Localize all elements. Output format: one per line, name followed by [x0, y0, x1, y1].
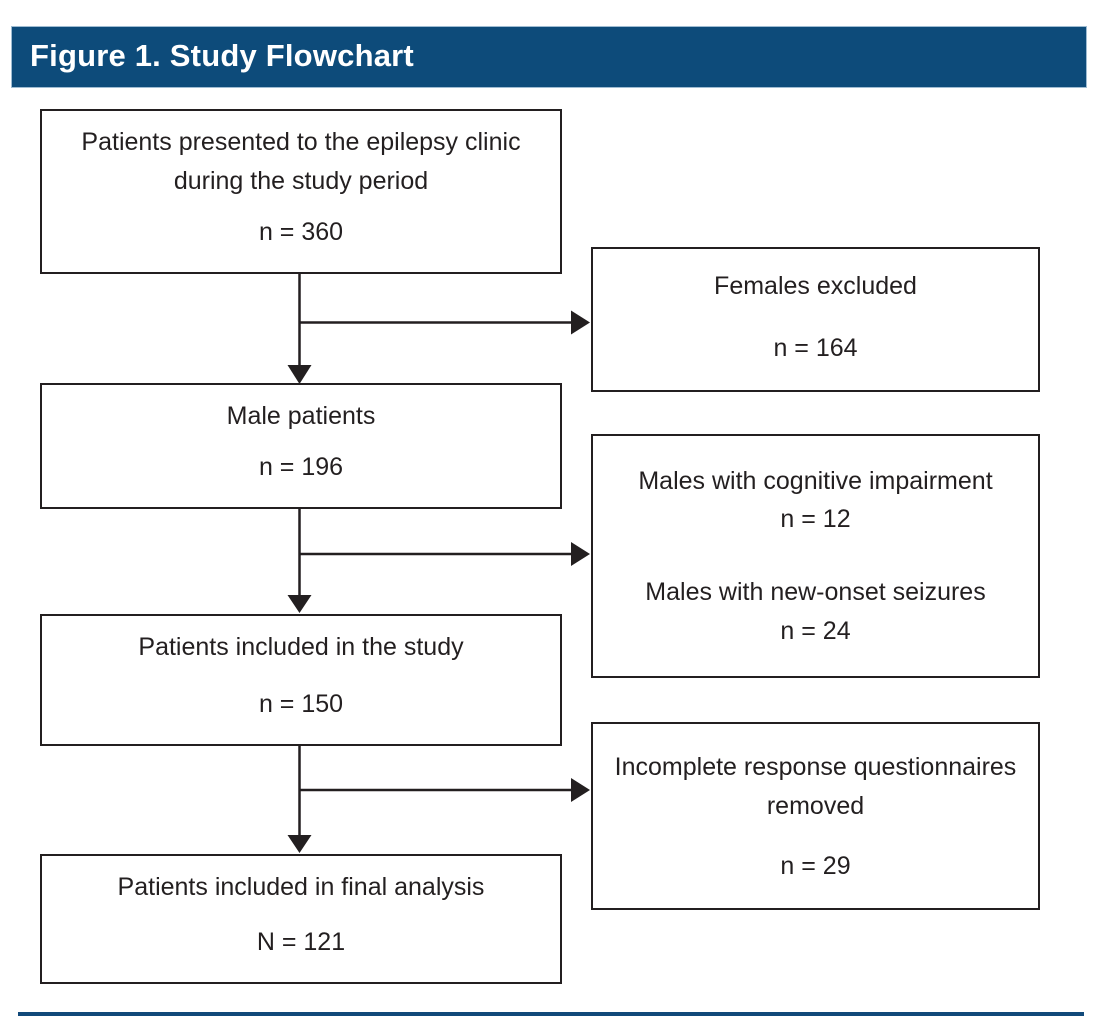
box-text: Patients included in final analysis: [117, 873, 485, 901]
flow-box-male-patients: [40, 383, 562, 509]
box-n-value: N = 121: [256, 928, 346, 957]
box-text: Patients included in the study: [138, 633, 464, 661]
flow-box-males-excluded: [591, 434, 1040, 678]
box-n-value: n = 360: [258, 218, 344, 247]
box-text: Patients presented to the epilepsy clinic during the study period: [81, 128, 521, 195]
footer-rule: [18, 1012, 1084, 1016]
box-text: Incomplete response questionnaires removed: [614, 753, 1017, 820]
exclusion-entry: [645, 573, 985, 651]
box-n-value: n = 164: [773, 334, 858, 363]
arrow-included-study-to-final-analysis: [288, 746, 312, 853]
arrow-male-patients-to-included-study: [288, 509, 312, 613]
flow-box-final-analysis: [40, 854, 562, 984]
flow-box-females-excluded: [591, 247, 1040, 392]
box-n-value: n = 12: [780, 505, 851, 534]
box-n-value: n = 196: [258, 453, 344, 482]
box-n-value: n = 24: [780, 616, 851, 645]
exclusion-entry: [638, 462, 992, 540]
box-text: Males with new-onset seizures: [645, 578, 986, 606]
arrow-presented-to-male-patients: [288, 274, 312, 384]
flow-box-presented: [40, 109, 562, 274]
arrow-male-patients-to-males-excluded: [300, 542, 591, 566]
flow-box-included-study: [40, 614, 562, 746]
flow-box-incomplete-removed: [591, 722, 1040, 910]
arrow-presented-to-females-excluded: [300, 311, 591, 335]
figure-title-bar: [11, 26, 1087, 88]
arrow-included-study-to-incomplete-removed: [300, 778, 591, 802]
box-text: Male patients: [226, 402, 376, 430]
figure-title: Figure 1. Study Flowchart: [30, 38, 414, 73]
box-text: Males with cognitive impairment: [638, 466, 993, 495]
box-n-value: n = 29: [780, 852, 851, 881]
box-text: Females excluded: [714, 272, 917, 300]
box-n-value: n = 150: [258, 690, 344, 719]
